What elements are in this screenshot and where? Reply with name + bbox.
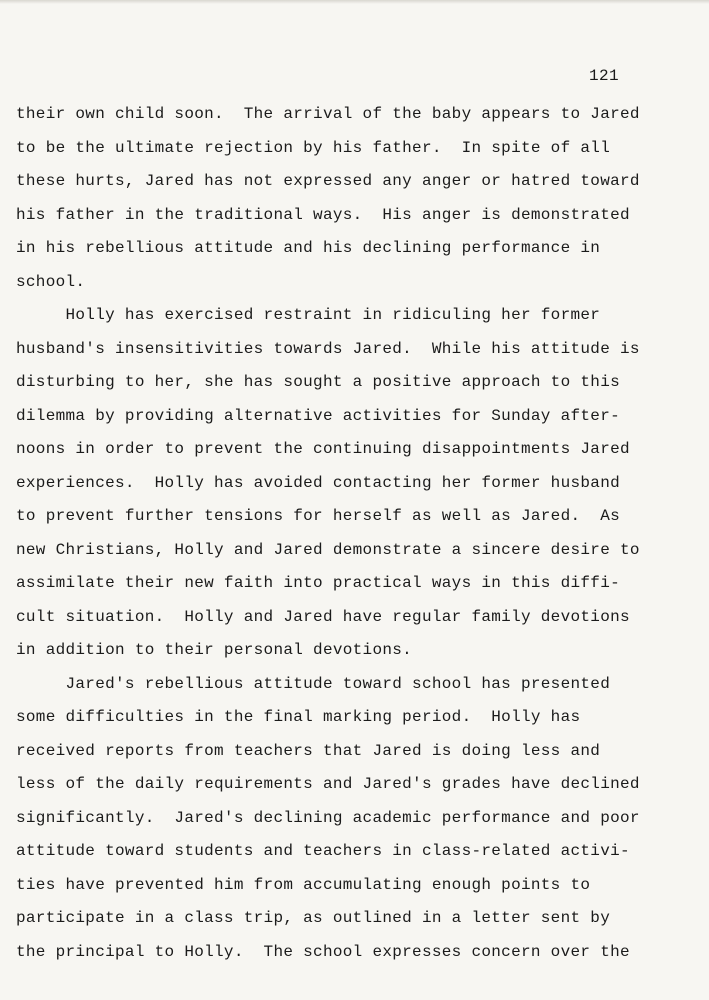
text-line: significantly. Jared's declining academic performance and poor — [16, 808, 640, 827]
text-line: his father in the traditional ways. His anger is demonstrated — [16, 205, 630, 224]
text-line: to prevent further tensions for herself as well as Jared. As — [16, 507, 620, 525]
body-text — [16, 98, 646, 969]
paragraph-1 — [16, 98, 646, 299]
text-line: their own child soon. The arrival of the baby appears to Jared — [16, 105, 640, 123]
text-line: disturbing to her, she has sought a positive approach to this — [16, 373, 620, 391]
text-line: to be the ultimate rejection by his father. In spite of all — [16, 138, 611, 157]
text-line: dilemma by providing alternative activities for Sunday after- — [16, 406, 620, 425]
text-line: these hurts, Jared has not expressed any anger or hatred toward — [16, 172, 640, 190]
page-top-edge — [0, 0, 709, 4]
text-line: Holly has exercised restraint in ridiculing her former — [16, 306, 601, 324]
text-line: some difficulties in the final marking period. Holly has — [16, 708, 581, 726]
text-line: Jared's rebellious attitude toward school has presented — [16, 674, 611, 693]
paragraph-2 — [16, 299, 646, 668]
text-line: noons in order to prevent the continuing disappointments Jared — [16, 440, 630, 458]
text-line: attitude toward students and teachers in class-related activi- — [16, 842, 630, 860]
text-line: husband's insensitivities towards Jared. While his attitude is — [16, 339, 640, 358]
text-line: the principal to Holly. The school expresses concern over the — [16, 942, 630, 961]
text-line: assimilate their new faith into practical ways in this diffi- — [16, 574, 620, 592]
text-line: less of the daily requirements and Jared's grades have declined — [16, 775, 640, 793]
text-line: experiences. Holly has avoided contacting her former husband — [16, 473, 620, 492]
text-line: cult situation. Holly and Jared have regular family devotions — [16, 607, 630, 626]
text-line: in addition to their personal devotions. — [16, 641, 413, 659]
text-line: new Christians, Holly and Jared demonstrate a sincere desire to — [16, 540, 640, 559]
text-line: received reports from teachers that Jared is doing less and — [16, 741, 601, 760]
text-line: in his rebellious attitude and his declining performance in — [16, 239, 601, 257]
text-line: school. — [16, 272, 86, 291]
text-line: participate in a class trip, as outlined in a letter sent by — [16, 909, 611, 927]
page-number: 121 — [589, 67, 620, 85]
text-line: ties have prevented him from accumulating enough points to — [16, 875, 591, 894]
paragraph-3 — [16, 668, 646, 970]
